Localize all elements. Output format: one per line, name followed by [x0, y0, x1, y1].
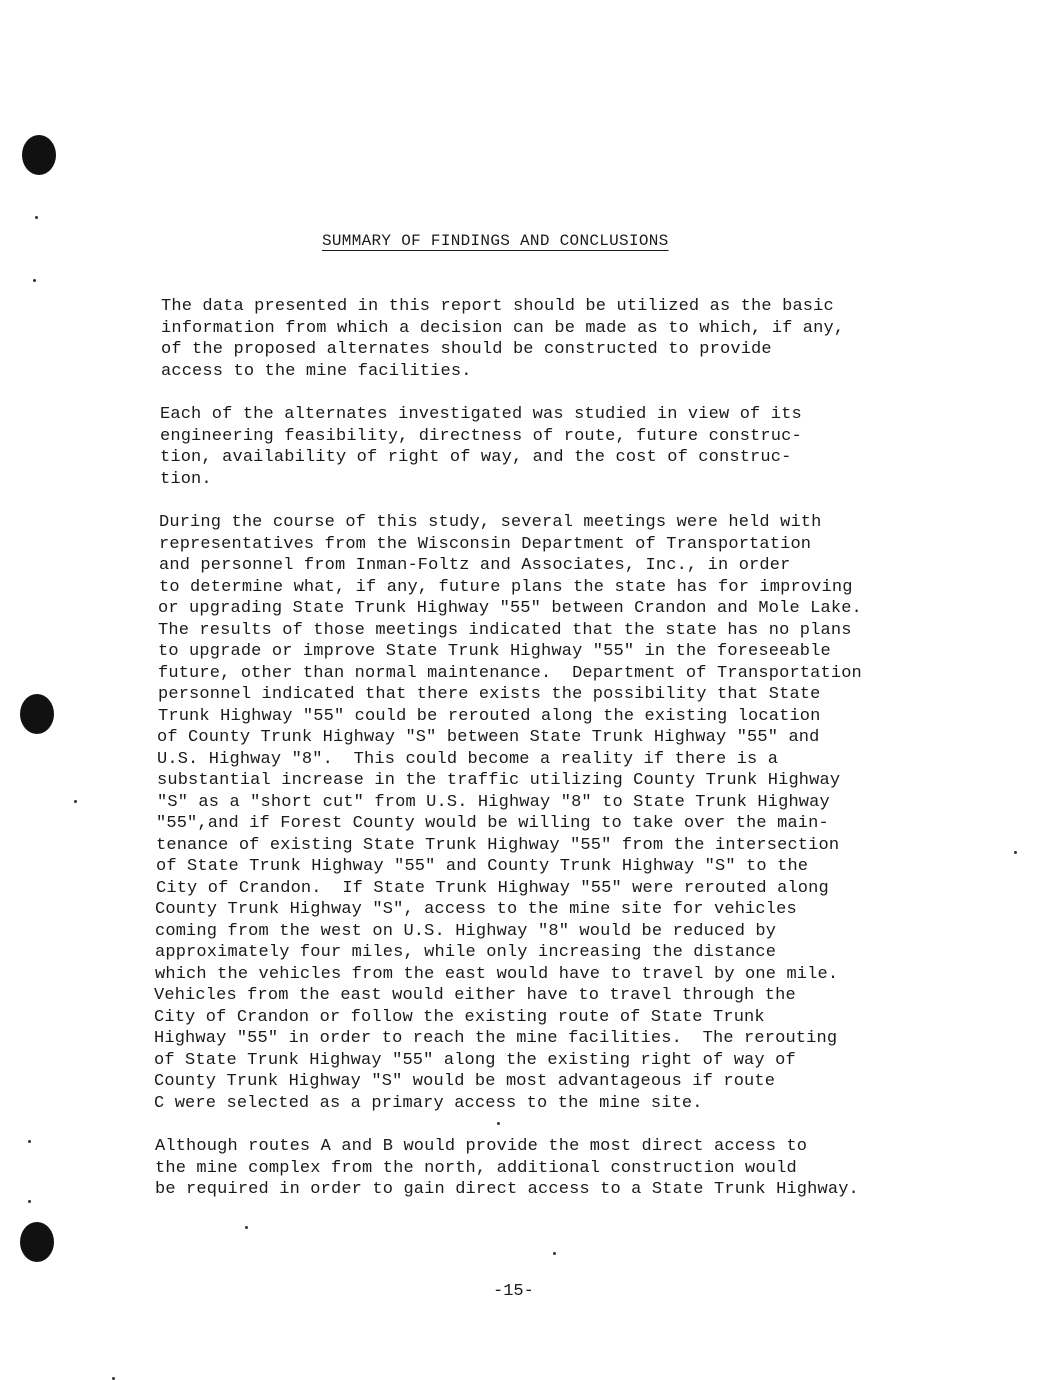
text-line: of the proposed alternates should be constructed to provide	[161, 340, 772, 359]
scan-speck	[35, 216, 38, 219]
text-line: C were selected as a primary access to the mine site.	[154, 1093, 703, 1113]
text-line: Trunk Highway "55" could be rerouted along the existing location	[158, 706, 821, 726]
text-line: City of Crandon. If State Trunk Highway "55" were rerouted along	[156, 878, 829, 898]
punch-hole	[20, 1222, 54, 1262]
text-line: of State Trunk Highway "55" and County Trunk Highway "S" to the	[156, 857, 809, 876]
text-line: to determine what, if any, future plans the state has for improving	[159, 577, 853, 597]
text-line: coming from the west on U.S. Highway "8" would be reduced by	[155, 921, 777, 941]
text-line: be required in order to gain direct access to a State Trunk Highway.	[155, 1180, 859, 1199]
text-line: information from which a decision can be made as to which, if any,	[161, 318, 845, 338]
text-line: substantial increase in the traffic utilizing County Trunk Highway	[157, 771, 841, 790]
text-line: The data presented in this report should be utilized as the basic	[161, 297, 834, 316]
text-line: tenance of existing State Trunk Highway "55" from the intersection	[156, 835, 840, 855]
text-line: engineering feasibility, directness of route, future construc-	[160, 426, 802, 446]
text-line: Although routes A and B would provide the most direct access to	[155, 1137, 808, 1156]
text-line: "S" as a "short cut" from U.S. Highway "8" to State Trunk Highway	[157, 792, 830, 812]
text-line: tion, availability of right of way, and the cost of construc-	[160, 448, 792, 467]
text-line: approximately four miles, while only increasing the distance	[155, 943, 777, 962]
text-line: of County Trunk Highway "S" between State Trunk Highway "55" and	[157, 728, 820, 747]
scan-speck	[33, 279, 36, 282]
scan-speck	[553, 1252, 556, 1255]
text-line: to upgrade or improve State Trunk Highway "55" in the foreseeable	[158, 642, 831, 661]
text-line: Vehicles from the east would either have to travel through the	[154, 986, 796, 1005]
text-line: County Trunk Highway "S" would be most advantageous if route	[154, 1072, 776, 1091]
scan-speck	[1014, 851, 1017, 854]
text-line: personnel indicated that there exists the possibility that State	[158, 685, 821, 704]
scan-speck	[497, 1122, 500, 1125]
scan-speck	[245, 1226, 248, 1229]
paragraph-1	[0, 296, 844, 382]
page-title: SUMMARY OF FINDINGS AND CONCLUSIONS	[322, 232, 669, 250]
text-line: The results of those meetings indicated that the state has no plans	[158, 620, 852, 640]
text-line: and personnel from Inman-Foltz and Associates, Inc., in order	[159, 556, 791, 575]
text-line: Each of the alternates investigated was studied in view of its	[160, 405, 802, 424]
text-line: future, other than normal maintenance. Department of Transportation	[158, 663, 862, 683]
text-line: of State Trunk Highway "55" along the existing right of way of	[154, 1050, 796, 1070]
punch-hole	[22, 135, 56, 175]
text-line: or upgrading State Trunk Highway "55" between Crandon and Mole Lake.	[158, 599, 862, 618]
text-line: City of Crandon or follow the existing route of State Trunk	[154, 1007, 765, 1027]
text-line: "55",and if Forest County would be willing to take over the main-	[156, 814, 829, 833]
paragraph-2	[0, 404, 802, 490]
text-line: During the course of this study, several meetings were held with	[159, 513, 822, 532]
text-line: tion.	[160, 469, 212, 489]
text-line: U.S. Highway "8". This could become a reality if there is a	[157, 749, 779, 769]
page-number: -15-	[493, 1282, 534, 1301]
paragraph-3	[0, 512, 862, 1114]
text-line: representatives from the Wisconsin Department of Transportation	[159, 534, 812, 554]
text-line: Highway "55" in order to reach the mine facilities. The rerouting	[154, 1029, 838, 1048]
text-line: access to the mine facilities.	[161, 361, 472, 381]
paragraph-4	[0, 1136, 859, 1201]
text-line: the mine complex from the north, additional construction would	[155, 1158, 797, 1178]
text-line: which the vehicles from the east would have to travel by one mile.	[155, 964, 839, 984]
text-line: County Trunk Highway "S", access to the mine site for vehicles	[155, 900, 797, 919]
